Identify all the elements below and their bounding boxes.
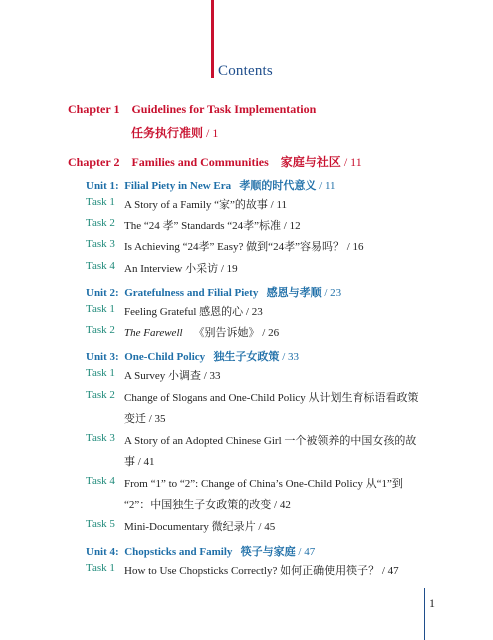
unit-title: Filial Piety in New Era <box>124 180 232 192</box>
unit-3-heading[interactable] <box>86 348 299 364</box>
top-accent-bar <box>211 0 214 78</box>
task-text: An Interview 小采访 / 19 <box>124 263 238 275</box>
page-title: Contents <box>218 63 273 79</box>
task-text: A Story of a Family “家”的故事 / 11 <box>124 199 288 211</box>
task-text-continued: 变迁 / 35 <box>124 413 166 425</box>
unit-label: Unit 3: <box>86 351 119 363</box>
task-text-continued: “2”：中国独生子女政策的改变 / 42 <box>124 499 291 511</box>
task-label: Task 3 <box>86 432 115 444</box>
task-label: Task 3 <box>86 238 115 250</box>
chapter-page: / 1 <box>203 126 219 140</box>
unit-title: One-Child Policy <box>124 351 206 363</box>
unit-4-heading[interactable] <box>86 543 315 559</box>
task-label: Task 1 <box>86 367 115 379</box>
task-text: Feeling Grateful 感恩的心 / 23 <box>124 306 263 318</box>
task-label: Task 2 <box>86 324 115 336</box>
unit-title: Chopsticks and Family <box>124 546 233 558</box>
unit-title-zh: 孝顺的时代意义 <box>239 180 317 192</box>
page-number: 1 <box>429 596 435 610</box>
task-label: Task 1 <box>86 562 115 574</box>
task-text: A Survey 小调查 / 33 <box>124 370 221 382</box>
task-text-continued: 事 / 41 <box>124 456 155 468</box>
chapter-title: Guidelines for Task Implementation <box>131 102 317 116</box>
task-label: Task 1 <box>86 303 115 315</box>
task-text: The “24 孝” Standards “24孝”标准 / 12 <box>124 220 301 232</box>
unit-page: / 11 <box>316 180 336 192</box>
task-text: A Story of an Adopted Chinese Girl 一个被领养的中国女孩的故 <box>124 435 417 447</box>
chapter-title-zh: 任务执行准则 <box>131 126 204 140</box>
film-title: The Farewell <box>124 327 183 339</box>
task-label: Task 4 <box>86 475 115 487</box>
task-text-group <box>124 324 279 340</box>
task-label: Task 4 <box>86 260 115 272</box>
chapter-page: / 11 <box>340 155 362 169</box>
unit-title-zh: 感恩与孝顺 <box>266 287 322 299</box>
unit-label: Unit 4: <box>86 546 119 558</box>
chapter-2-heading[interactable] <box>68 153 362 170</box>
unit-page: / 23 <box>321 287 342 299</box>
chapter-label: Chapter 1 <box>68 102 120 116</box>
chapter-1-heading[interactable] <box>68 102 316 117</box>
task-text: How to Use Chopsticks Correctly? 如何正确使用筷子？ / 47 <box>124 565 399 577</box>
page-number-rule <box>424 588 425 640</box>
task-text: From “1” to “2”: Change of China’s One-Child Policy 从“1”到 <box>124 478 403 490</box>
unit-2-heading[interactable] <box>86 284 341 300</box>
task-label: Task 2 <box>86 389 115 401</box>
unit-title-zh: 独生子女政策 <box>213 351 280 363</box>
unit-title-zh: 筷子与家庭 <box>240 546 296 558</box>
task-label: Task 2 <box>86 217 115 229</box>
chapter-title-zh: 家庭与社区 <box>280 155 341 169</box>
task-text: Change of Slogans and One-Child Policy 从计划生育标语看政策 <box>124 392 419 404</box>
unit-page: / 47 <box>295 546 316 558</box>
task-text: 《别告诉她》 / 26 <box>182 327 280 339</box>
task-label: Task 5 <box>86 518 115 530</box>
unit-title: Gratefulness and Filial Piety <box>124 287 259 299</box>
unit-page: / 33 <box>279 351 299 363</box>
chapter-label: Chapter 2 <box>68 155 120 169</box>
chapter-title: Families and Communities <box>131 155 269 169</box>
task-text: Is Achieving “24孝” Easy? 做到“24孝”容易吗？ / 16 <box>124 241 364 253</box>
unit-label: Unit 2: <box>86 287 119 299</box>
task-label: Task 1 <box>86 196 115 208</box>
unit-label: Unit 1: <box>86 180 119 192</box>
chapter-1-subtitle <box>131 124 218 141</box>
task-text: Mini-Documentary 微纪录片 / 45 <box>124 521 276 533</box>
unit-1-heading[interactable] <box>86 177 336 193</box>
